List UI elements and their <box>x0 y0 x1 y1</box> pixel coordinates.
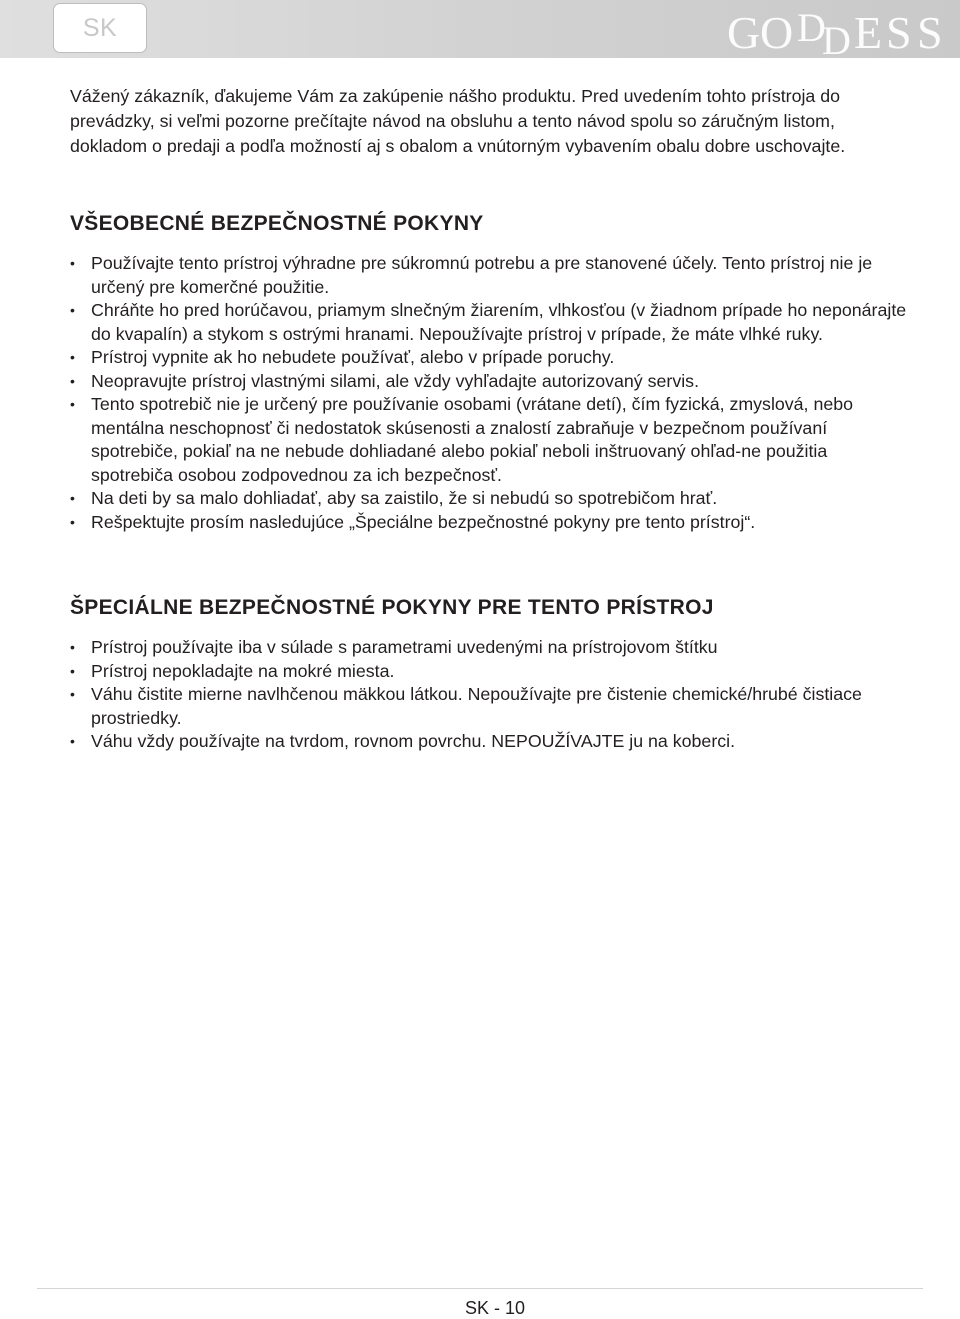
svg-text:O: O <box>760 7 794 56</box>
page-number: SK - 10 <box>464 1298 526 1318</box>
list-item: • Rešpektujte prosím nasledujúce „Špeciálne bezpečnostné pokyny pre tento prístroj“. <box>70 511 912 535</box>
list-item: • Neopravujte prístroj vlastnými silami, ale vždy vyhľadajte autorizovaný servis. <box>70 370 912 394</box>
list-item: • Na deti by sa malo dohliadať, aby sa zaistilo, že si nebudú so spotrebičom hrať. <box>70 487 912 511</box>
svg-text:E: E <box>854 7 883 56</box>
list-item: • Používajte tento prístroj výhradne pre súkromnú potrebu a pre stanovené účely. Tento prístroj nie je určený pre komerčné použitie. <box>70 252 912 299</box>
svg-text:G: G <box>727 7 761 56</box>
svg-text:S: S <box>886 7 912 56</box>
goddess-logo <box>727 4 960 56</box>
footer-divider <box>37 1288 923 1289</box>
list-item: • Prístroj vypnite ak ho nebudete používať, alebo v prípade poruchy. <box>70 346 912 370</box>
svg-text:S: S <box>917 7 943 56</box>
list-item: • Chráňte ho pred horúčavou, priamym slnečným žiarením, vlhkosťou (v žiadnom prípade ho neponárajte do kvapalín) a stykom s ostrými hranami. Nepoužívajte prístroj v prípade, že máte vlhké ruky. <box>70 299 912 346</box>
list-item: • Tento spotrebič nie je určený pre používanie osobami (vrátane detí), čím fyzická, zmyslová, nebo mentálna neschopnosť či nedostatok skúsenosti a znalostí zabraňuje v bezpečnom používaní spotrebiče, pokiaľ na ne nebude dohliadané alebo pokiaľ neboli inštruovaný ohľad-ne použitia spotrebiča osobou zodpovednou za ich bezpečnosť. <box>70 393 912 487</box>
list-item: • Váhu vždy používajte na tvrdom, rovnom povrchu. NEPOUŽÍVAJTE ju na koberci. <box>70 730 912 754</box>
special-safety-list <box>70 636 912 754</box>
intro-paragraph: Vážený zákazník, ďakujeme Vám za zakúpenie nášho produktu. Pred uvedením tohto prístroja do prevádzky, si veľmi pozorne prečítajte návod na obsluhu a tento návod spolu so záručným listom, dokladom o predaji a podľa možností aj s obalom a vnútorným vybavením obalu dobre uschovajte. <box>70 86 846 156</box>
list-item: • Prístroj nepokladajte na mokré miesta. <box>70 660 912 684</box>
section-title-special-safety: ŠPECIÁLNE BEZPEČNOSTNÉ POKYNY PRE TENTO PRÍSTROJ <box>70 596 714 619</box>
list-item: • Váhu čistite mierne navlhčenou mäkkou látkou. Nepoužívajte pre čistenie chemické/hrubé čistiace prostriedky. <box>70 683 912 730</box>
language-tab: SK <box>53 3 147 53</box>
section-title-general-safety: VŠEOBECNÉ BEZPEČNOSTNÉ POKYNY <box>70 212 484 235</box>
list-item: • Prístroj používajte iba v súlade s parametrami uvedenými na prístrojovom štítku <box>70 636 912 660</box>
svg-text:D: D <box>797 5 826 50</box>
main-content <box>70 84 912 754</box>
svg-text:D: D <box>822 18 851 56</box>
general-safety-list <box>70 252 912 534</box>
